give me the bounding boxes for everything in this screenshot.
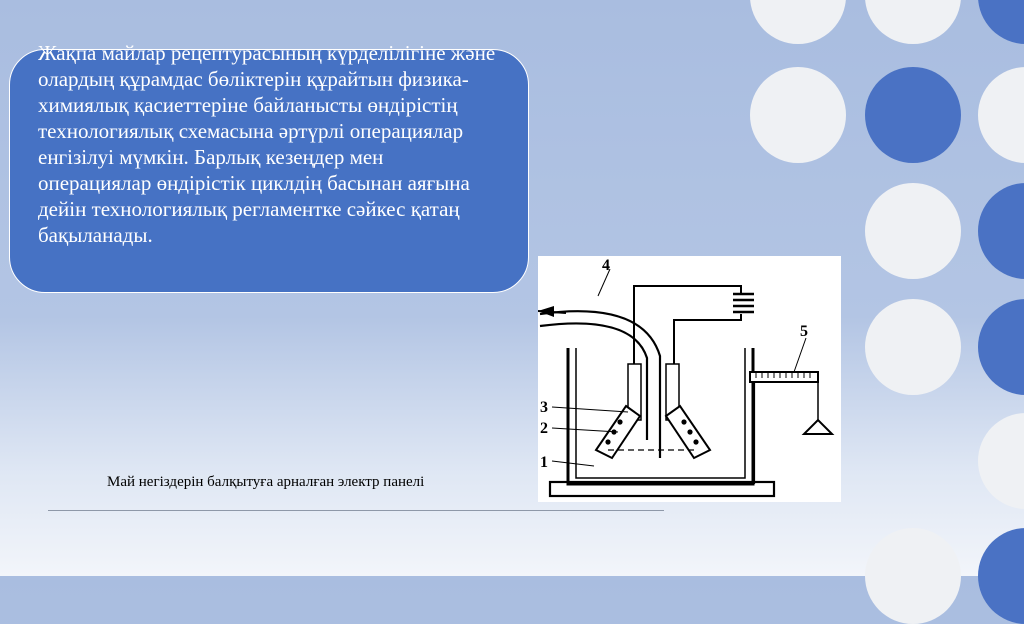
weight <box>804 420 832 434</box>
apparatus-diagram <box>538 256 841 502</box>
decorative-circle <box>978 528 1024 624</box>
label-3: 3 <box>540 399 548 416</box>
decorative-circle <box>865 0 961 44</box>
label-4: 4 <box>602 257 610 274</box>
decorative-circle <box>978 183 1024 279</box>
decorative-circle <box>865 528 961 624</box>
decorative-circle <box>865 299 961 395</box>
decorative-circle <box>978 413 1024 509</box>
decorative-circle <box>750 0 846 44</box>
stand <box>750 372 818 382</box>
coil <box>733 294 754 312</box>
divider-line <box>48 510 664 511</box>
decorative-circle <box>978 0 1024 44</box>
body-text: Жақпа майлар рецептурасының күрделілігіне және олардың құрамдас бөліктерін құрайтын физика-химиялық қасиеттеріне байланысты өндірістің технологиялық схемасына әртүрлі операциялар енгізілуі мүмкін. Барлық кезеңдер мен операциялар өндірістік циклдің басынан аяғына дейін технологиялық регламентке сәйкес қатаң бақыланады. <box>38 41 496 247</box>
decorative-circle <box>865 183 961 279</box>
decorative-circle <box>865 67 961 163</box>
label-5: 5 <box>800 323 808 340</box>
pipe <box>540 311 660 458</box>
figure-caption: Май негіздерін балқытуға арналған электр панелі <box>107 474 425 490</box>
label-1: 1 <box>540 454 548 471</box>
decorative-circle <box>978 67 1024 163</box>
label-2: 2 <box>540 420 548 437</box>
decorative-circle <box>978 299 1024 395</box>
decorative-circle <box>750 67 846 163</box>
apparatus-figure <box>538 256 841 502</box>
wire <box>634 286 741 364</box>
